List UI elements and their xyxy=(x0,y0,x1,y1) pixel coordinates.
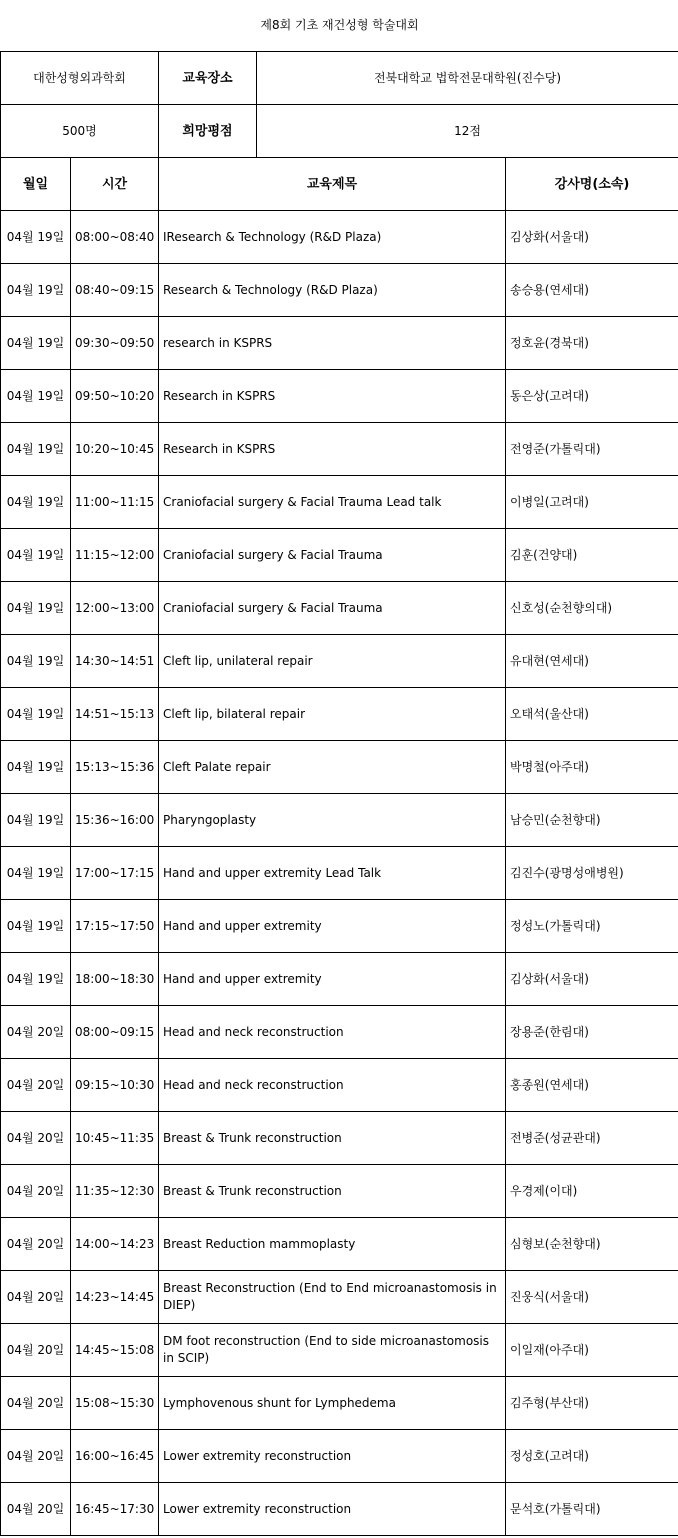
time-cell: 10:20~10:45 xyxy=(71,423,159,476)
subject-cell: Lymphovenous shunt for Lymphedema xyxy=(159,1377,506,1430)
table-row xyxy=(1,317,678,370)
subject-cell: research in KSPRS xyxy=(159,317,506,370)
date-cell: 04월 19일 xyxy=(1,370,71,423)
table-row xyxy=(1,529,678,582)
table-row xyxy=(1,1112,678,1165)
subject-cell: DM foot reconstruction (End to side microanastomosis in SCIP) xyxy=(159,1324,506,1377)
date-cell: 04월 19일 xyxy=(1,900,71,953)
table-row xyxy=(1,741,678,794)
time-cell: 10:45~11:35 xyxy=(71,1112,159,1165)
info-row-venue xyxy=(1,52,678,105)
date-cell: 04월 19일 xyxy=(1,317,71,370)
header-lecturer: 강사명(소속) xyxy=(506,158,678,211)
subject-cell: Breast & Trunk reconstruction xyxy=(159,1112,506,1165)
time-cell: 16:00~16:45 xyxy=(71,1430,159,1483)
table-row xyxy=(1,582,678,635)
subject-cell: Head and neck reconstruction xyxy=(159,1006,506,1059)
lecturer-cell: 이병일(고려대) xyxy=(506,476,678,529)
lecturer-cell: 정성호(고려대) xyxy=(506,1430,678,1483)
subject-cell: Breast Reconstruction (End to End microanastomosis in DIEP) xyxy=(159,1271,506,1324)
table-row xyxy=(1,847,678,900)
time-cell: 11:35~12:30 xyxy=(71,1165,159,1218)
table-row xyxy=(1,1324,678,1377)
lecturer-cell: 유대현(연세대) xyxy=(506,635,678,688)
lecturer-cell: 동은상(고려대) xyxy=(506,370,678,423)
lecturer-cell: 전영준(가톨릭대) xyxy=(506,423,678,476)
date-cell: 04월 20일 xyxy=(1,1165,71,1218)
date-cell: 04월 20일 xyxy=(1,1271,71,1324)
subject-cell: Cleft Palate repair xyxy=(159,741,506,794)
lecturer-cell: 정성노(가톨릭대) xyxy=(506,900,678,953)
date-cell: 04월 19일 xyxy=(1,211,71,264)
date-cell: 04월 20일 xyxy=(1,1377,71,1430)
table-row xyxy=(1,1377,678,1430)
date-cell: 04월 19일 xyxy=(1,794,71,847)
date-cell: 04월 19일 xyxy=(1,688,71,741)
time-cell: 17:00~17:15 xyxy=(71,847,159,900)
time-cell: 09:15~10:30 xyxy=(71,1059,159,1112)
subject-cell: Craniofacial surgery & Facial Trauma Lead talk xyxy=(159,476,506,529)
subject-cell: Research & Technology (R&D Plaza) xyxy=(159,264,506,317)
subject-cell: Lower extremity reconstruction xyxy=(159,1430,506,1483)
table-row xyxy=(1,688,678,741)
header-time: 시간 xyxy=(71,158,159,211)
time-cell: 11:00~11:15 xyxy=(71,476,159,529)
subject-cell: Cleft lip, unilateral repair xyxy=(159,635,506,688)
lecturer-cell: 김진수(광명성애병원) xyxy=(506,847,678,900)
table-row xyxy=(1,370,678,423)
table-row xyxy=(1,900,678,953)
date-cell: 04월 20일 xyxy=(1,1059,71,1112)
organizer-cell: 대한성형외과학회 xyxy=(1,52,159,105)
time-cell: 08:00~09:15 xyxy=(71,1006,159,1059)
time-cell: 15:13~15:36 xyxy=(71,741,159,794)
subject-cell: Pharyngoplasty xyxy=(159,794,506,847)
subject-cell: Breast Reduction mammoplasty xyxy=(159,1218,506,1271)
lecturer-cell: 김훈(건양대) xyxy=(506,529,678,582)
venue-cell: 전북대학교 법학전문대학원(진수당) xyxy=(257,52,678,105)
header-subject: 교육제목 xyxy=(159,158,506,211)
date-cell: 04월 19일 xyxy=(1,741,71,794)
lecturer-cell: 김상화(서울대) xyxy=(506,953,678,1006)
table-row xyxy=(1,1059,678,1112)
table-row xyxy=(1,794,678,847)
page-title: 제8회 기초 재건성형 학술대회 xyxy=(1,0,678,52)
table-row xyxy=(1,1483,678,1536)
date-cell: 04월 19일 xyxy=(1,529,71,582)
date-cell: 04월 20일 xyxy=(1,1430,71,1483)
date-cell: 04월 19일 xyxy=(1,476,71,529)
time-cell: 14:45~15:08 xyxy=(71,1324,159,1377)
lecturer-cell: 전병준(성균관대) xyxy=(506,1112,678,1165)
time-cell: 14:00~14:23 xyxy=(71,1218,159,1271)
subject-cell: Head and neck reconstruction xyxy=(159,1059,506,1112)
lecturer-cell: 우경제(이대) xyxy=(506,1165,678,1218)
date-cell: 04월 19일 xyxy=(1,953,71,1006)
table-row xyxy=(1,476,678,529)
time-cell: 14:23~14:45 xyxy=(71,1271,159,1324)
lecturer-cell: 신호성(순천향의대) xyxy=(506,582,678,635)
time-cell: 08:00~08:40 xyxy=(71,211,159,264)
capacity-cell: 500명 xyxy=(1,105,159,158)
subject-cell: Research in KSPRS xyxy=(159,370,506,423)
time-cell: 12:00~13:00 xyxy=(71,582,159,635)
time-cell: 09:50~10:20 xyxy=(71,370,159,423)
date-cell: 04월 20일 xyxy=(1,1218,71,1271)
time-cell: 15:08~15:30 xyxy=(71,1377,159,1430)
date-cell: 04월 20일 xyxy=(1,1112,71,1165)
subject-cell: Hand and upper extremity xyxy=(159,953,506,1006)
lecturer-cell: 문석호(가톨릭대) xyxy=(506,1483,678,1536)
table-row xyxy=(1,1271,678,1324)
subject-cell: Lower extremity reconstruction xyxy=(159,1483,506,1536)
table-row xyxy=(1,635,678,688)
time-cell: 14:51~15:13 xyxy=(71,688,159,741)
date-cell: 04월 19일 xyxy=(1,423,71,476)
table-row xyxy=(1,264,678,317)
subject-cell: Breast & Trunk reconstruction xyxy=(159,1165,506,1218)
lecturer-cell: 심형보(순천향대) xyxy=(506,1218,678,1271)
subject-cell: Cleft lip, bilateral repair xyxy=(159,688,506,741)
table-row xyxy=(1,1218,678,1271)
date-cell: 04월 20일 xyxy=(1,1324,71,1377)
rating-cell: 12점 xyxy=(257,105,678,158)
rating-label: 희망평점 xyxy=(159,105,257,158)
lecturer-cell: 김상화(서울대) xyxy=(506,211,678,264)
subject-cell: Research in KSPRS xyxy=(159,423,506,476)
subject-cell: Hand and upper extremity Lead Talk xyxy=(159,847,506,900)
date-cell: 04월 19일 xyxy=(1,635,71,688)
time-cell: 17:15~17:50 xyxy=(71,900,159,953)
lecturer-cell: 홍종원(연세대) xyxy=(506,1059,678,1112)
time-cell: 18:00~18:30 xyxy=(71,953,159,1006)
table-row xyxy=(1,1006,678,1059)
table-row xyxy=(1,1430,678,1483)
lecturer-cell: 정호윤(경북대) xyxy=(506,317,678,370)
subject-cell: Craniofacial surgery & Facial Trauma xyxy=(159,529,506,582)
lecturer-cell: 남승민(순천향대) xyxy=(506,794,678,847)
time-cell: 16:45~17:30 xyxy=(71,1483,159,1536)
subject-cell: Hand and upper extremity xyxy=(159,900,506,953)
time-cell: 15:36~16:00 xyxy=(71,794,159,847)
lecturer-cell: 장용준(한림대) xyxy=(506,1006,678,1059)
time-cell: 11:15~12:00 xyxy=(71,529,159,582)
lecturer-cell: 이일재(아주대) xyxy=(506,1324,678,1377)
time-cell: 08:40~09:15 xyxy=(71,264,159,317)
table-row xyxy=(1,953,678,1006)
header-date: 월일 xyxy=(1,158,71,211)
lecturer-cell: 박명철(아주대) xyxy=(506,741,678,794)
date-cell: 04월 19일 xyxy=(1,264,71,317)
lecturer-cell: 김주형(부산대) xyxy=(506,1377,678,1430)
title-row xyxy=(1,0,678,52)
table-row xyxy=(1,211,678,264)
time-cell: 09:30~09:50 xyxy=(71,317,159,370)
date-cell: 04월 19일 xyxy=(1,582,71,635)
date-cell: 04월 19일 xyxy=(1,847,71,900)
date-cell: 04월 20일 xyxy=(1,1483,71,1536)
lecturer-cell: 오태석(울산대) xyxy=(506,688,678,741)
time-cell: 14:30~14:51 xyxy=(71,635,159,688)
date-cell: 04월 20일 xyxy=(1,1006,71,1059)
subject-cell: IResearch & Technology (R&D Plaza) xyxy=(159,211,506,264)
header-row xyxy=(1,158,678,211)
lecturer-cell: 송승용(연세대) xyxy=(506,264,678,317)
lecturer-cell: 진웅식(서울대) xyxy=(506,1271,678,1324)
venue-label: 교육장소 xyxy=(159,52,257,105)
table-row xyxy=(1,1165,678,1218)
info-row-rating xyxy=(1,105,678,158)
subject-cell: Craniofacial surgery & Facial Trauma xyxy=(159,582,506,635)
table-row xyxy=(1,423,678,476)
